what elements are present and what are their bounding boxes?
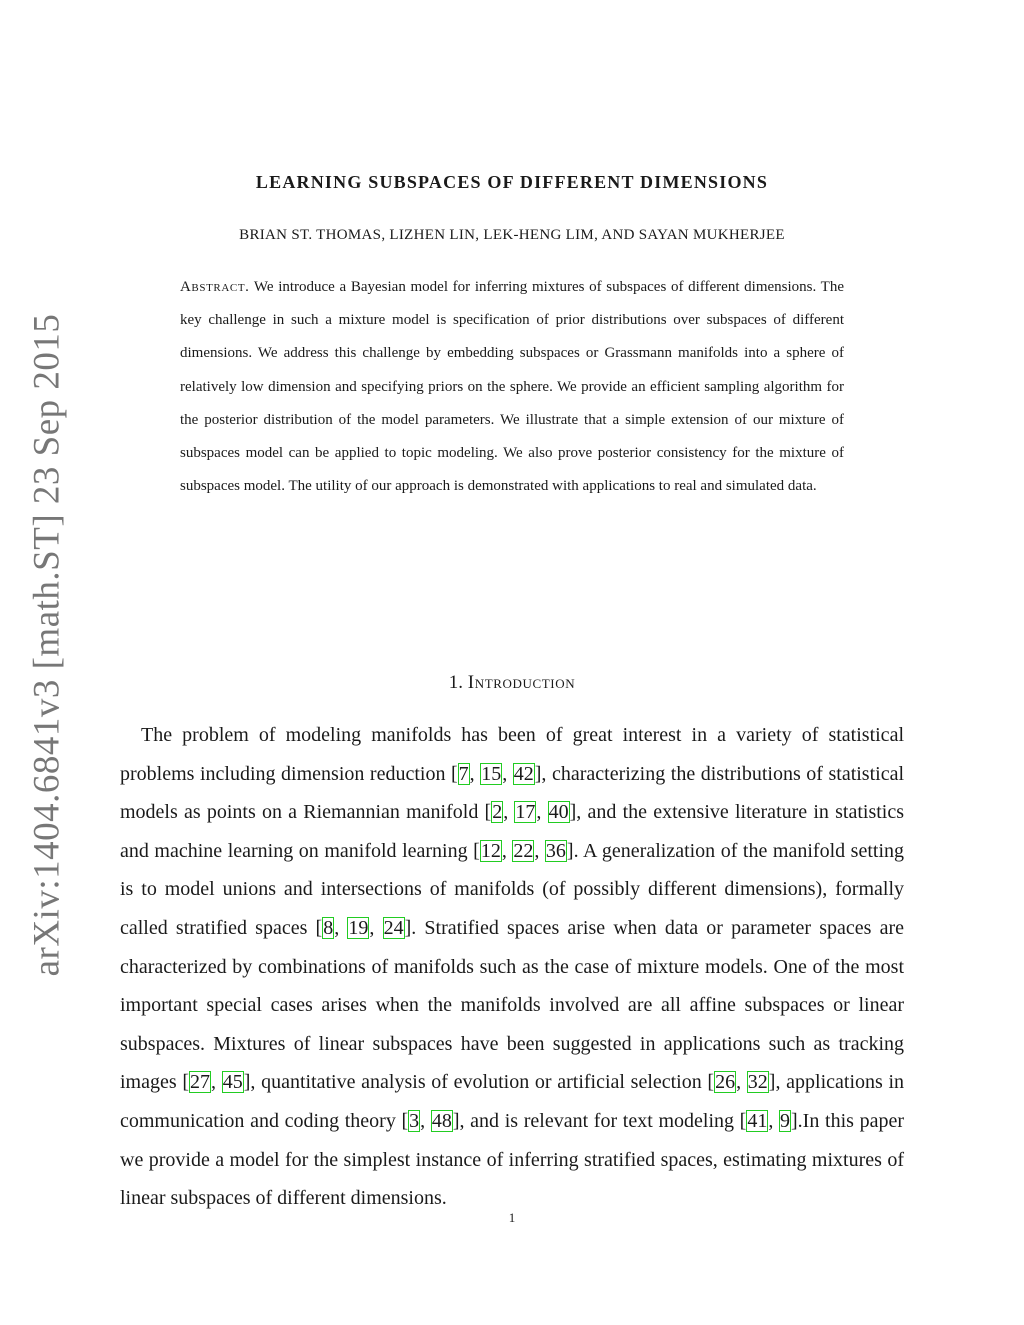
intro-text: ], and the extensive literature in statistics and machine learning on manifold learning [ xyxy=(120,801,905,862)
citation-separator: , xyxy=(334,916,348,939)
arxiv-identifier: arXiv:1404.6841v3 [math.ST] 23 Sep 2015 xyxy=(26,313,68,977)
citation-link[interactable]: 3 xyxy=(409,1109,420,1132)
paper-title: LEARNING SUBSPACES OF DIFFERENT DIMENSIONS xyxy=(255,172,769,192)
citation-link[interactable]: 36 xyxy=(545,839,566,862)
citation-link[interactable]: 15 xyxy=(481,762,502,785)
citation-link[interactable]: 19 xyxy=(348,916,369,939)
citation-link[interactable]: 42 xyxy=(513,762,534,785)
citation-link[interactable]: 41 xyxy=(747,1109,768,1132)
author-list: BRIAN ST. THOMAS, LIZHEN LIN, LEK-HENG LIM, AND SAYAN MUKHERJEE xyxy=(239,227,785,243)
citation-separator: , xyxy=(420,1109,431,1132)
abstract-text: We introduce a Bayesian model for inferring mixtures of subspaces of different dimensions. The key challenge in such a mixture model is specification of prior distributions over subspaces of different dimensions. We address this challenge by embedding subspaces or Grassmann manifolds into a sphere of relatively low dimension and specifying priors on the sphere. We provide an efficient sampling algorithm for the posterior distribution of the model parameters. We illustrate that a simple extension of our mixture of subspaces model can be applied to topic modeling. We also prove posterior consistency for the mixture of subspaces model. The utility of our approach is demonstrated with applications to real and simulated data. xyxy=(180,279,844,495)
citation-link[interactable]: 22 xyxy=(513,839,534,862)
citation-separator: , xyxy=(502,762,513,785)
citation-link[interactable]: 12 xyxy=(480,839,501,862)
section-number: 1. xyxy=(448,672,464,693)
citation-link[interactable]: 17 xyxy=(515,801,536,824)
citation-link[interactable]: 48 xyxy=(431,1109,452,1132)
intro-text: ], characterizing the distributions of statistical models as points on a Riemannian manifold [ xyxy=(120,762,905,824)
citation-separator: , xyxy=(469,762,481,785)
intro-text: ], quantitative analysis of evolution or artificial selection [ xyxy=(243,1071,715,1094)
citation-link[interactable]: 27 xyxy=(190,1071,211,1094)
citation-separator: , xyxy=(369,916,383,939)
citation-link[interactable]: 24 xyxy=(383,916,404,939)
citation-link[interactable]: 9 xyxy=(780,1109,791,1132)
intro-text: ].In this paper we provide a model for the simplest instance of inferring stratified spaces, estimating mixtures of linear subspaces of different dimensions. xyxy=(120,1109,904,1210)
citation-link[interactable]: 32 xyxy=(747,1071,768,1094)
section-title: Introduction xyxy=(467,672,576,693)
intro-text: ], and is relevant for text modeling [ xyxy=(452,1109,747,1132)
section-heading xyxy=(0,672,1024,694)
citation-separator: , xyxy=(501,839,513,862)
abstract-label: Abstract. xyxy=(180,279,250,295)
citation-separator: , xyxy=(503,801,515,824)
citation-separator: , xyxy=(536,801,548,824)
citation-separator: , xyxy=(211,1071,222,1094)
citation-link[interactable]: 7 xyxy=(458,762,469,785)
citation-link[interactable]: 2 xyxy=(492,801,503,824)
citation-link[interactable]: 8 xyxy=(323,916,334,939)
intro-paragraph xyxy=(120,716,904,1218)
citation-link[interactable]: 45 xyxy=(222,1071,243,1094)
citation-link[interactable]: 40 xyxy=(548,801,569,824)
citation-separator: , xyxy=(534,839,545,862)
page-number: 1 xyxy=(508,1210,516,1225)
citation-separator: , xyxy=(768,1109,780,1132)
intro-text: ], applications in communication and coding theory [ xyxy=(120,1071,905,1132)
intro-text: The problem of modeling manifolds has been of great interest in a variety of statistical problems including dimension reduction [ xyxy=(120,724,904,785)
abstract xyxy=(180,271,844,503)
intro-text: ]. Stratified spaces arise when data or parameter spaces are characterized by combinations of manifolds such as the case of mixture models. One of the most important special cases arises when the manifolds involved are all affine subspaces or linear subspaces. Mixtures of linear subspaces have been suggested in applications such as tracking images [ xyxy=(120,916,905,1094)
intro-text: ]. A generalization of the manifold setting is to model unions and intersections of manifolds (of possibly different dimensions), formally called stratified spaces [ xyxy=(120,839,904,939)
citation-separator: , xyxy=(736,1071,747,1094)
citation-link[interactable]: 26 xyxy=(715,1071,736,1094)
